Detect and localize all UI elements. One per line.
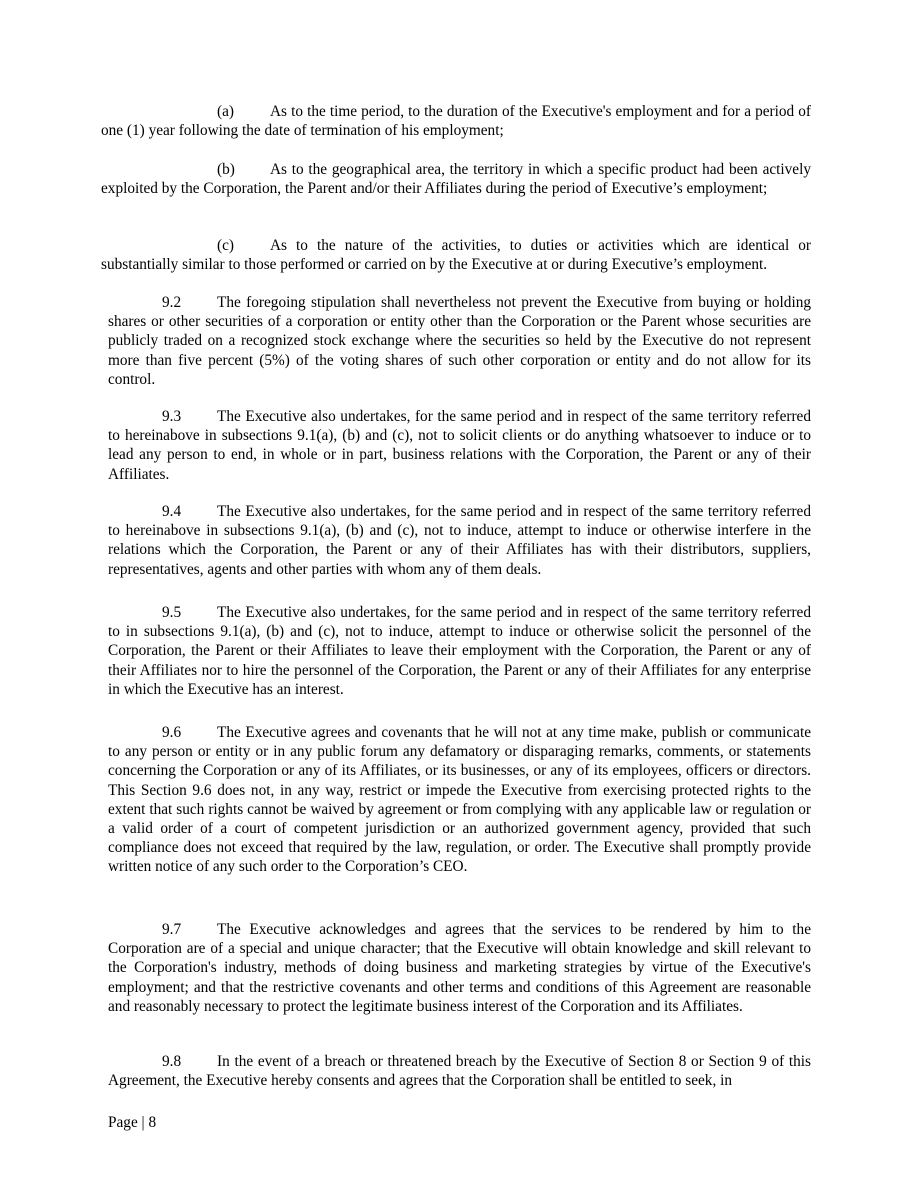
subsection-text: As to the geographical area, the territory in which a specific product had been actively exploited by the Corporation, the Parent and/or their Affiliates during the period of Executive’s employment; bbox=[101, 161, 811, 198]
section-9-7 bbox=[108, 920, 811, 1016]
section-9-4 bbox=[108, 502, 811, 579]
subsection-a bbox=[101, 102, 811, 140]
subsection-label: (c) bbox=[217, 237, 234, 254]
section-text: The Executive also undertakes, for the same period and in respect of the same territory referred to hereinabove in subsections 9.1(a), (b) and (c), not to solicit clients or do anything whatsoever to induce or to lead any person to end, in whole or in part, business relations with the Corporation, the Parent or any of their Affiliates. bbox=[108, 408, 811, 483]
section-number: 9.7 bbox=[162, 921, 182, 938]
page-number-footer: Page | 8 bbox=[108, 1114, 157, 1131]
subsection-text: As to the nature of the activities, to duties or activities which are identical or substantially similar to those performed or carried on by the Executive at or during Executive’s employment. bbox=[101, 237, 811, 274]
section-text: The Executive agrees and covenants that he will not at any time make, publish or communicate to any person or entity or in any public forum any defamatory or disparaging remarks, comments, or statements concerning the Corporation or any of its Affiliates, or its businesses, or any of its employees, officers or directors. This Section 9.6 does not, in any way, restrict or impede the Executive from exercising protected rights to the extent that such rights cannot be waived by agreement or from complying with any applicable law or regulation or a valid order of a court of competent jurisdiction or an authorized government agency, provided that such compliance does not exceed that required by the law, regulation, or order. The Executive shall promptly provide written notice of any such order to the Corporation’s CEO. bbox=[108, 724, 811, 876]
section-9-6 bbox=[108, 723, 811, 877]
section-9-8 bbox=[108, 1052, 811, 1090]
section-number: 9.8 bbox=[162, 1053, 182, 1070]
section-number: 9.4 bbox=[162, 503, 182, 520]
section-9-2 bbox=[108, 293, 811, 389]
section-text: The Executive acknowledges and agrees that the services to be rendered by him to the Corporation are of a special and unique character; that the Executive will obtain knowledge and skill relevant to the Corporation's industry, methods of doing business and marketing strategies by virtue of the Executive's employment; and that the restrictive covenants and other terms and conditions of this Agreement are reasonable and reasonably necessary to protect the legitimate business interest of the Corporation and its Affiliates. bbox=[108, 921, 811, 1015]
section-text: In the event of a breach or threatened breach by the Executive of Section 8 or Section 9 of this Agreement, the Executive hereby consents and agrees that the Corporation shall be entitled to seek, in bbox=[108, 1053, 811, 1090]
section-text: The Executive also undertakes, for the same period and in respect of the same territory referred to hereinabove in subsections 9.1(a), (b) and (c), not to induce, attempt to induce or otherwise interfere in the relations which the Corporation, the Parent or any of their Affiliates has with their distributors, suppliers, representatives, agents and other parties with whom any of them deals. bbox=[108, 503, 811, 578]
section-number: 9.5 bbox=[162, 604, 182, 621]
section-9-3 bbox=[108, 407, 811, 484]
subsection-label: (a) bbox=[217, 103, 234, 120]
section-text: The Executive also undertakes, for the same period and in respect of the same territory referred to in subsections 9.1(a), (b) and (c), not to induce, attempt to induce or otherwise solicit the personnel of the Corporation, the Parent or their Affiliates to leave their employment with the Corporation, the Parent or any of their Affiliates nor to hire the personnel of the Corporation, the Parent or any of their Affiliates for any enterprise in which the Executive has an interest. bbox=[108, 604, 811, 698]
section-text: The foregoing stipulation shall nevertheless not prevent the Executive from buying or holding shares or other securities of a corporation or entity other than the Corporation or the Parent whose securities are publicly traded on a recognized stock exchange where the securities so held by the Executive do not represent more than five percent (5%) of the voting shares of such other corporation or entity and do not allow for its control. bbox=[108, 294, 811, 388]
section-9-5 bbox=[108, 603, 811, 699]
subsection-b bbox=[101, 160, 811, 198]
subsection-c bbox=[101, 236, 811, 274]
subsection-label: (b) bbox=[217, 161, 235, 178]
section-number: 9.6 bbox=[162, 724, 182, 741]
section-number: 9.3 bbox=[162, 408, 182, 425]
subsection-text: As to the time period, to the duration of the Executive's employment and for a period of one (1) year following the date of termination of his employment; bbox=[101, 103, 811, 140]
section-number: 9.2 bbox=[162, 294, 182, 311]
